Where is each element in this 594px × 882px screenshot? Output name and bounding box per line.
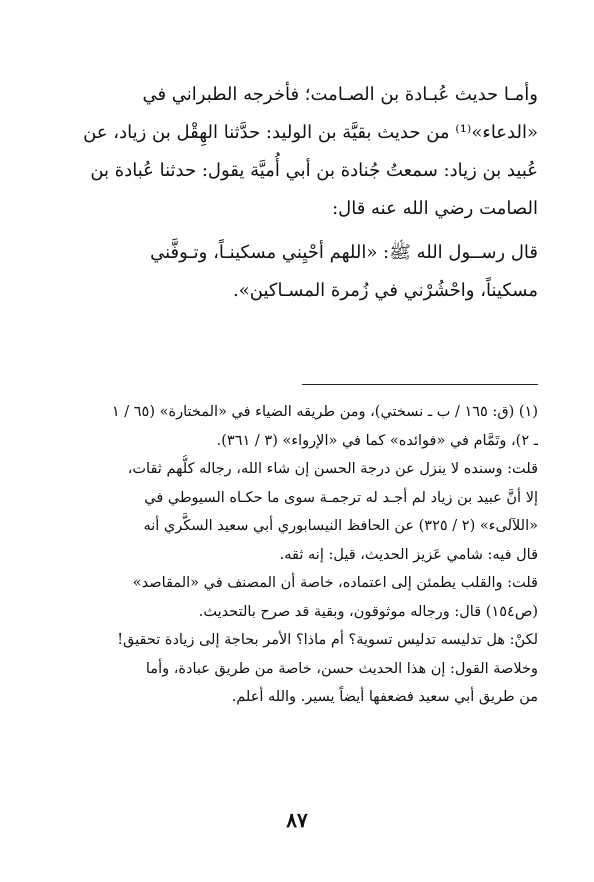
footnote-line: لكنْ: هل تدليسه تدليس تسوية؟ أم ماذا؟ الأمر بحاجة إلى زيادة تحقيق! <box>117 632 538 648</box>
main-text-line: عُبيد بن زياد: سمعتُ جُنادة بن أبي أُميَّة يقول: حدثنا عُبادة بن <box>90 160 538 181</box>
footnote-line: «اللآلىء» (٢ / ٣٢٥) عن الحافظ النيسابوري أبي سعيد السكَّري أنه <box>143 518 538 534</box>
main-text-line: الصامت رضي الله عنه قال: <box>332 198 538 219</box>
footnote-line: قال فيه: شامي عَزيز الحديث، قيل: إنه ثقه. <box>279 546 538 563</box>
footnote-line: (ص١٥٤) قال: ورجاله موثوقون، وبقية قد صرح بالتحديث. <box>198 603 538 620</box>
footnote-separator <box>302 384 538 385</box>
main-text-line: قال رســول الله ﷺ: «اللهم أحْيِني مسكينـاً، وتـوفَّني <box>150 242 538 263</box>
footnote-line: من طريق أبي سعيد فضعفها أيضاً يسير. والله أعلم. <box>231 689 538 705</box>
footnote-line: إلا أنَّ عبيد بن زياد لم أجـد له ترجمـة سوى ما حكـاه السيوطي في <box>144 489 538 506</box>
footnotes <box>58 398 538 712</box>
main-text <box>58 76 538 310</box>
main-text-line: «الدعاء»⁽¹⁾ من حديث بقيَّة بن الوليد: حدَّثنا الهِقْل بن زياد، عن <box>83 122 538 143</box>
footnote-line: قلت: وسنده لا ينزل عن درجة الحسن إن شاء الله، رجاله كلُّهم ثقات، <box>127 461 538 477</box>
page-number: ٨٧ <box>286 808 308 832</box>
footnote-line: (١) (ق: ١٦٥ / ب ـ نسختي)، ومن طريقه الضياء في «المختارة» (٦٥ / ١ <box>111 404 538 420</box>
footnote-line: ـ ٢)، وتَمَّام في «فوائده» كما في «الإرواء» (٣ / ٣٦١). <box>216 432 538 449</box>
main-text-line: وأمـا حديث عُبـادة بن الصـامت؛ فأخرجه الطبراني في <box>142 84 538 105</box>
footnote-line: قلت: والقلب يطمئن إلى اعتماده، خاصة أن المصنف في «المقاصد» <box>132 575 538 591</box>
footnote-line: وخلاصة القول: إن هذا الحديث حسن، خاصة من طريق عبادة، وأما <box>145 660 538 677</box>
main-text-line: مسكيناً، واحْشُرْني في زُمرة المسـاكين». <box>233 280 538 301</box>
